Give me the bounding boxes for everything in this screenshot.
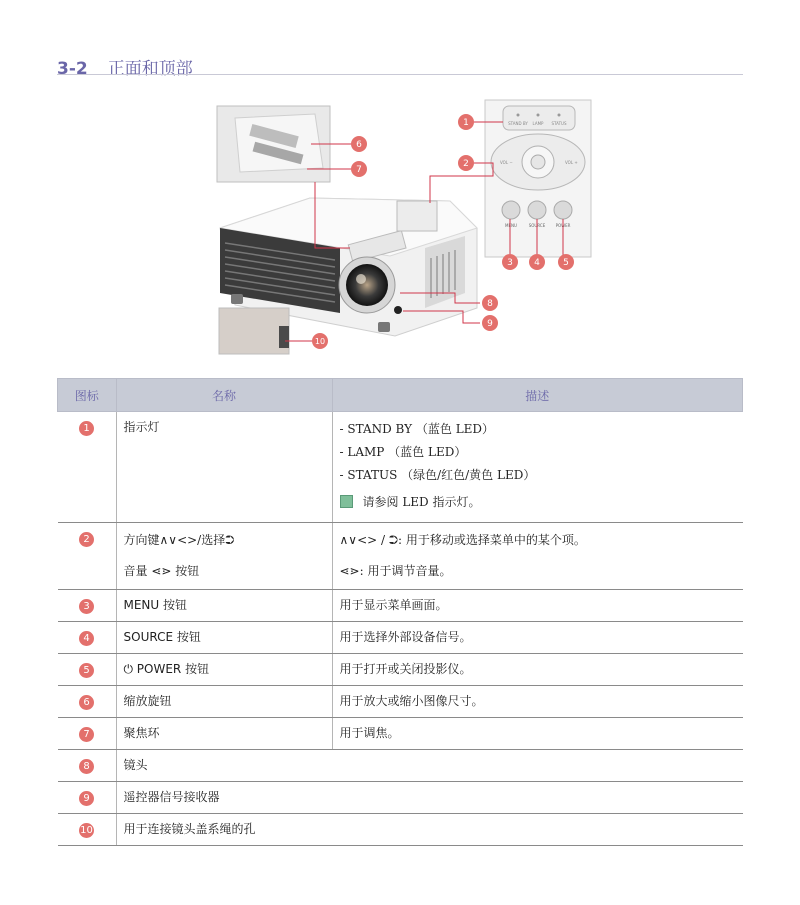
- row-description: 用于显示菜单画面。: [332, 590, 743, 622]
- badge-6: 6: [79, 695, 94, 710]
- badge-7: 7: [79, 727, 94, 742]
- callout-6: [351, 136, 367, 152]
- panel-label-vol-plus: VOL +: [565, 160, 578, 165]
- badge-4: 4: [79, 631, 94, 646]
- badge-8: 8: [79, 759, 94, 774]
- header-name: 名称: [116, 379, 332, 412]
- callout-7: [351, 161, 367, 177]
- section-rule: [57, 74, 743, 75]
- callout-3-text: 3: [507, 258, 513, 268]
- panel-label-power: POWER: [555, 223, 571, 228]
- section-number: 3-2: [57, 59, 88, 79]
- badge-5: 5: [79, 663, 94, 678]
- row-name: MENU 按钮: [116, 590, 332, 622]
- panel-label-source: SOURCE: [528, 223, 546, 228]
- callout-9-text: 9: [487, 319, 493, 329]
- section-heading: 正面和顶部: [107, 59, 193, 79]
- row-name: ⏻ POWER 按钮: [116, 654, 332, 686]
- row-description: 用于选择外部设备信号。: [332, 622, 743, 654]
- panel-label-lamp: LAMP: [532, 121, 544, 126]
- callout-5-text: 5: [563, 258, 569, 268]
- desc-line: - LAMP （蓝色 LED）: [339, 445, 467, 459]
- section-title: [57, 54, 193, 79]
- note: [340, 493, 736, 510]
- inset-lens-cap-hole: [219, 308, 289, 354]
- callout-2-text: 2: [463, 159, 469, 169]
- callout-10-text: 10: [314, 337, 326, 346]
- badge-3: 3: [79, 599, 94, 614]
- callout-3: [502, 254, 518, 270]
- table-row: [58, 590, 743, 622]
- table-row: [58, 718, 743, 750]
- callout-6-text: 6: [356, 140, 362, 150]
- table-row: [58, 686, 743, 718]
- callout-4: [529, 254, 545, 270]
- panel-label-vol-minus: VOL −: [500, 160, 513, 165]
- callout-8-text: 8: [487, 299, 493, 309]
- table-row: [58, 654, 743, 686]
- inset-control-panel: [485, 100, 591, 257]
- header-description: 描述: [332, 379, 743, 412]
- row-name: 指示灯: [116, 412, 332, 523]
- row-name: SOURCE 按钮: [116, 622, 332, 654]
- table-header-row: [58, 379, 743, 412]
- component-table: [57, 378, 743, 846]
- callout-4-text: 4: [534, 258, 540, 268]
- note-icon: [340, 495, 353, 508]
- row-description: 用于打开或关闭投影仪。: [332, 654, 743, 686]
- callout-8: [482, 295, 498, 311]
- callout-10: [312, 333, 328, 349]
- callout-5: [558, 254, 574, 270]
- row-name: 方向键∧∨<>/选择⮊: [123, 533, 235, 547]
- note-text: 请参阅 LED 指示灯。: [362, 495, 481, 509]
- table-row: [58, 814, 743, 846]
- badge-10: 10: [80, 825, 93, 836]
- header-icon: 图标: [58, 379, 117, 412]
- row-name: 缩放旋钮: [116, 686, 332, 718]
- callout-2: [458, 155, 474, 171]
- table-row: [58, 622, 743, 654]
- row-description: ∧∨<> / ⮊: 用于移动或选择菜单中的某个项。: [339, 533, 586, 547]
- projector-figure: [215, 98, 595, 360]
- row-name: 遥控器信号接收器: [116, 782, 743, 814]
- callout-1-text: 1: [463, 118, 469, 128]
- row-name: 聚焦环: [116, 718, 332, 750]
- callout-1: [458, 114, 474, 130]
- row-description: 用于放大或缩小图像尺寸。: [332, 686, 743, 718]
- table-row: [58, 412, 743, 523]
- callout-9: [482, 315, 498, 331]
- row-description-secondary: ⋖⋗: 用于调节音量。: [339, 564, 452, 578]
- desc-line: - STAND BY （蓝色 LED）: [339, 422, 495, 436]
- badge-9: 9: [79, 791, 94, 806]
- table-row: [58, 523, 743, 590]
- panel-label-menu: MENU: [505, 223, 517, 228]
- row-name: 用于连接镜头盖系绳的孔: [116, 814, 743, 846]
- badge-2: 2: [79, 532, 94, 547]
- badge-1: 1: [79, 421, 94, 436]
- panel-label-standby: STAND BY: [508, 121, 528, 126]
- table-row: [58, 750, 743, 782]
- row-name: 镜头: [116, 750, 743, 782]
- row-name-secondary: 音量 ⋖⋗ 按钮: [123, 564, 200, 578]
- panel-label-status: STATUS: [551, 121, 567, 126]
- row-description: 用于调焦。: [332, 718, 743, 750]
- callout-7-text: 7: [356, 165, 362, 175]
- table-row: [58, 782, 743, 814]
- desc-line: - STATUS （绿色/红色/黄色 LED）: [339, 468, 536, 482]
